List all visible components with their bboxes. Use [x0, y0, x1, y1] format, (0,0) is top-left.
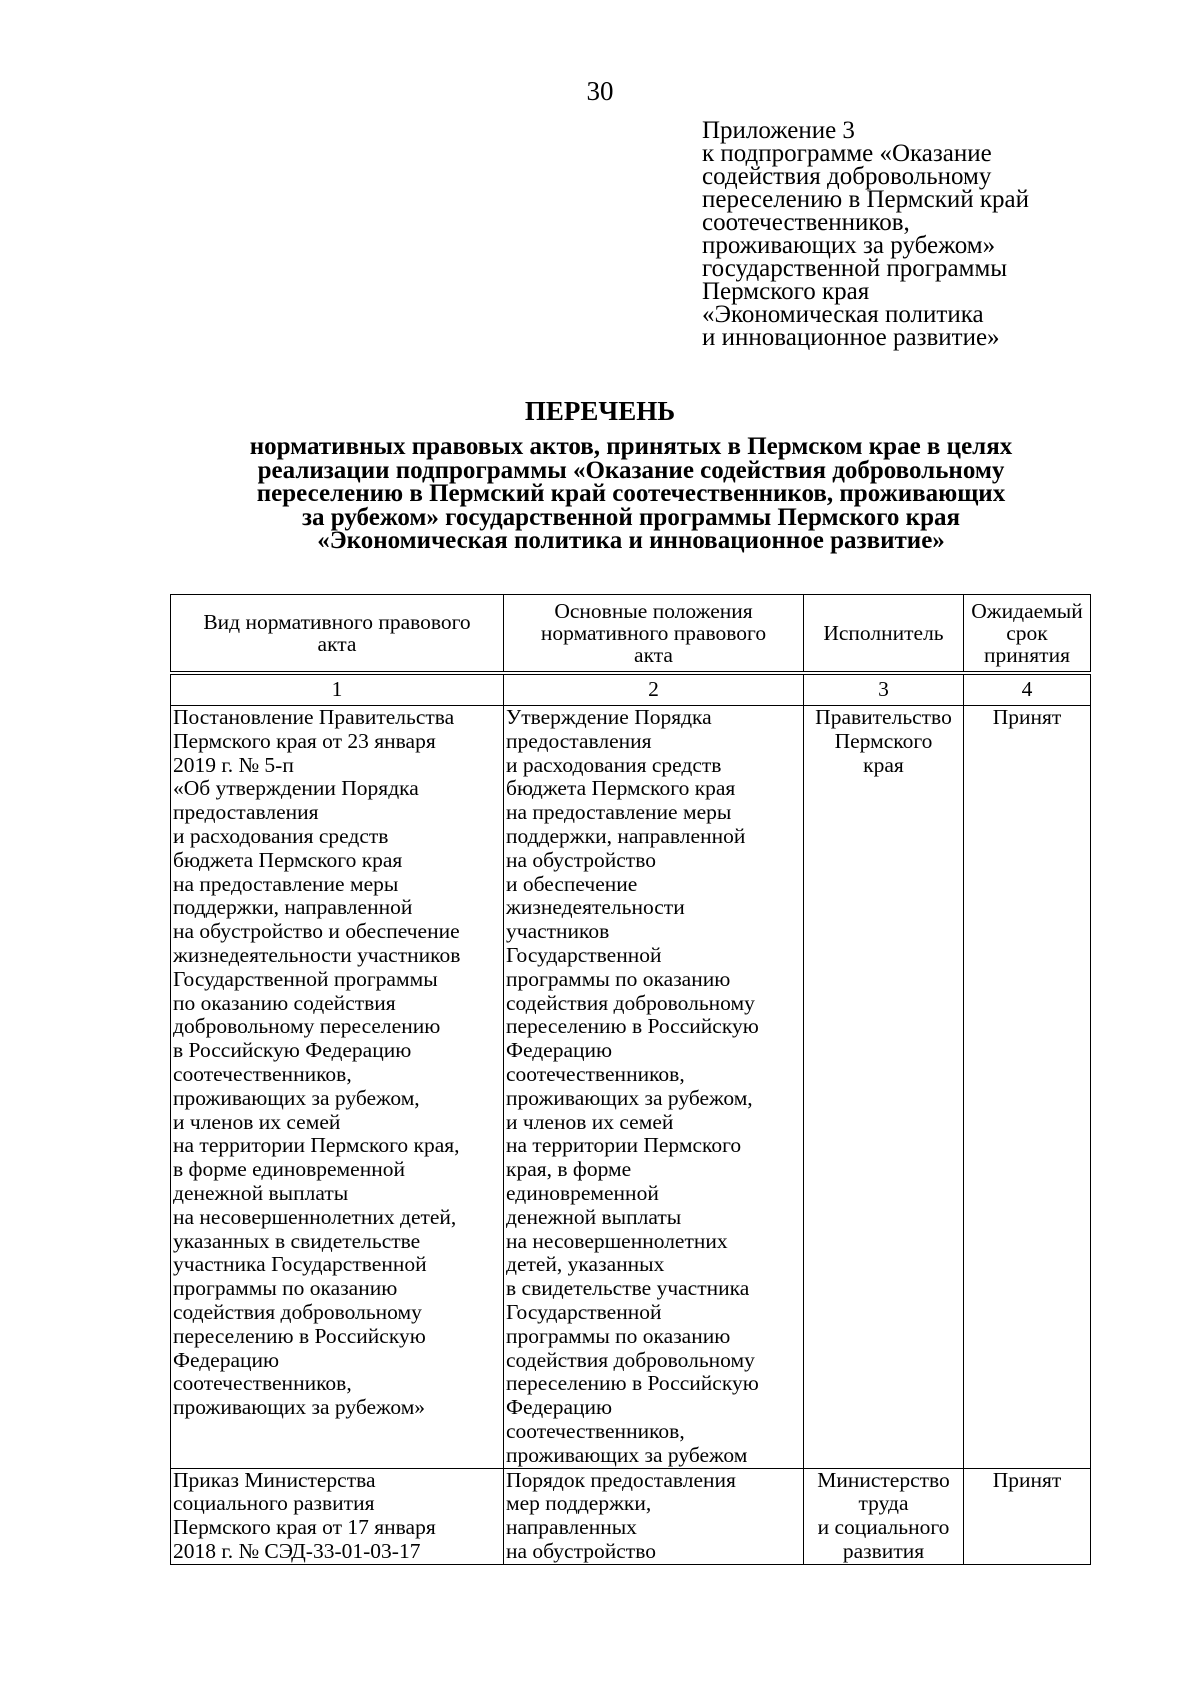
cell-line: Федерацию: [173, 1347, 280, 1372]
header-provisions: [504, 595, 804, 674]
cell-line: развития: [842, 1538, 925, 1563]
cell-line: Пермского края от 17 января: [173, 1515, 436, 1540]
appendix-line: и инновационное развитие»: [702, 324, 1000, 351]
column-number: 1: [171, 673, 504, 706]
cell-line: содействия добровольному: [506, 1347, 755, 1372]
cell-line: Постановление Правительства: [173, 705, 455, 729]
appendix-line: соотечественников,: [702, 209, 910, 236]
cell-line: и расходования средств: [173, 823, 389, 848]
cell-line: на обустройство: [506, 847, 656, 872]
column-number: 4: [964, 673, 1091, 706]
appendix-line: «Экономическая политика: [702, 301, 984, 328]
cell-line: содействия добровольному: [506, 990, 755, 1015]
cell-line: «Об утверждении Порядка: [173, 776, 419, 801]
appendix-note: [702, 119, 1172, 349]
cell-line: бюджета Пермского края: [173, 847, 403, 872]
cell-line: указанных в свидетельстве: [173, 1228, 421, 1253]
cell-line: на обустройство и обеспечение: [173, 919, 460, 944]
cell-line: Государственной: [506, 942, 662, 967]
cell-line: переселению в Российскую: [506, 1371, 759, 1396]
cell-line: проживающих за рубежом,: [173, 1085, 420, 1110]
cell-line: соотечественников,: [506, 1418, 685, 1443]
subtitle-line: переселению в Пермский край соотечественников, проживающих: [256, 480, 1006, 507]
appendix-line: государственной программы: [702, 255, 1008, 282]
subtitle-line: «Экономическая политика и инновационное развитие»: [317, 527, 945, 554]
cell-line: по оказанию содействия: [173, 990, 396, 1015]
cell-line: и обеспечение: [506, 871, 638, 896]
cell-line: Министерство: [817, 1468, 950, 1492]
table-header-row: [171, 595, 1091, 674]
cell-executor: [804, 706, 964, 1469]
cell-line: направленных: [506, 1515, 637, 1540]
table-row: [171, 1468, 1091, 1564]
cell-line: 2019 г. № 5-п: [173, 752, 294, 777]
cell-line: единовременной: [506, 1180, 659, 1205]
cell-line: предоставления: [506, 728, 652, 753]
cell-line: Государственной: [506, 1299, 662, 1324]
cell-line: программы по оказанию: [506, 966, 731, 991]
acts-table: [170, 594, 1091, 1565]
cell-line: на несовершеннолетних детей,: [173, 1204, 457, 1229]
cell-line: на предоставление меры: [506, 800, 732, 825]
cell-line: переселению в Российскую: [173, 1323, 426, 1348]
appendix-line: Пермского края: [702, 278, 870, 305]
cell-provisions: [504, 1468, 804, 1564]
cell-executor: [804, 1468, 964, 1564]
cell-line: Правительство: [815, 705, 952, 729]
cell-line: Вид нормативного правового: [203, 610, 471, 634]
appendix-line: к подпрограмме «Оказание: [702, 140, 992, 167]
subtitle-line: нормативных правовых актов, принятых в Пермском крае в целях: [249, 433, 1013, 460]
header-act-type: [171, 595, 504, 674]
header-deadline: [964, 595, 1091, 674]
cell-line: Пермского края от 23 января: [173, 728, 436, 753]
cell-line: предоставления: [173, 800, 319, 825]
cell-line: мер поддержки,: [506, 1491, 652, 1516]
cell-line: социального развития: [173, 1491, 375, 1516]
cell-line: поддержки, направленной: [173, 895, 413, 920]
cell-line: Пермского: [834, 728, 933, 753]
cell-act: [171, 1468, 504, 1564]
column-number-row: [171, 673, 1091, 706]
cell-line: акта: [317, 632, 357, 656]
column-number: 3: [804, 673, 964, 706]
cell-line: Ожидаемый: [971, 599, 1083, 623]
cell-line: и членов их семей: [173, 1109, 341, 1134]
cell-line: переселению в Российскую: [506, 1014, 759, 1039]
subtitle-line: реализации подпрограммы «Оказание содействия добровольному: [257, 456, 1005, 484]
cell-line: соотечественников,: [173, 1371, 352, 1396]
cell-line: в Российскую Федерацию: [173, 1038, 412, 1063]
cell-line: проживающих за рубежом: [506, 1442, 748, 1467]
cell-line: в свидетельстве участника: [506, 1276, 750, 1301]
cell-line: Приказ Министерства: [173, 1468, 376, 1492]
cell-line: Федерацию: [506, 1395, 613, 1420]
appendix-line: проживающих за рубежом»: [702, 232, 996, 259]
cell-line: Федерацию: [506, 1038, 613, 1063]
cell-line: края, в форме: [506, 1157, 632, 1182]
appendix-line: содействия добровольному: [702, 163, 992, 190]
appendix-line: Приложение 3: [702, 117, 855, 144]
cell-line: Основные положения: [554, 599, 753, 623]
header-executor: [804, 595, 964, 674]
cell-line: на обустройство: [506, 1538, 656, 1563]
cell-line: срок: [1006, 621, 1048, 645]
cell-line: Порядок предоставления: [506, 1468, 736, 1492]
document-subtitle: [0, 435, 1200, 553]
cell-line: детей, указанных: [506, 1252, 665, 1277]
cell-line: участника Государственной: [173, 1252, 427, 1277]
cell-line: программы по оказанию: [506, 1323, 731, 1348]
cell-line: содействия добровольному: [173, 1299, 422, 1324]
cell-status: Принят: [964, 706, 1091, 1469]
cell-line: 2018 г. № СЭД-33-01-03-17: [173, 1538, 421, 1563]
cell-line: участников: [506, 919, 610, 944]
cell-line: жизнедеятельности: [506, 895, 685, 920]
cell-line: принятия: [984, 643, 1070, 667]
table-row: [171, 706, 1091, 1469]
cell-line: на территории Пермского края,: [173, 1133, 460, 1158]
cell-line: и расходования средств: [506, 752, 722, 777]
cell-line: акта: [634, 643, 673, 667]
cell-status: Принят: [964, 1468, 1091, 1564]
cell-line: программы по оказанию: [173, 1276, 398, 1301]
cell-line: жизнедеятельности участников: [173, 942, 461, 967]
cell-line: соотечественников,: [506, 1061, 685, 1086]
cell-line: и членов их семей: [506, 1109, 674, 1134]
cell-line: соотечественников,: [173, 1061, 352, 1086]
cell-line: на несовершеннолетних: [506, 1228, 728, 1253]
cell-line: добровольному переселению: [173, 1014, 441, 1039]
subtitle-line: за рубежом» государственной программы Пермского края: [302, 503, 960, 531]
column-number: 2: [504, 673, 804, 706]
cell-line: денежной выплаты: [173, 1180, 349, 1205]
document-title: ПЕРЕЧЕНЬ: [524, 396, 676, 426]
cell-line: проживающих за рубежом»: [173, 1395, 426, 1420]
cell-line: Государственной программы: [173, 966, 438, 991]
cell-act: [171, 706, 504, 1469]
cell-line: нормативного правового: [540, 621, 767, 645]
cell-line: бюджета Пермского края: [506, 776, 736, 801]
cell-line: Утверждение Порядка: [506, 705, 712, 729]
cell-line: проживающих за рубежом,: [506, 1085, 753, 1110]
cell-provisions: [504, 706, 804, 1469]
cell-line: и социального: [817, 1515, 950, 1540]
cell-line: на территории Пермского: [506, 1133, 742, 1158]
appendix-line: переселению в Пермский край: [702, 186, 1029, 213]
cell-line: денежной выплаты: [506, 1204, 682, 1229]
cell-line: Исполнитель: [823, 621, 944, 645]
cell-line: поддержки, направленной: [506, 823, 746, 848]
cell-line: на предоставление меры: [173, 871, 399, 896]
cell-line: труда: [858, 1491, 909, 1516]
cell-line: в форме единовременной: [173, 1157, 405, 1182]
page-number: 30: [586, 76, 614, 106]
cell-line: края: [863, 752, 904, 777]
